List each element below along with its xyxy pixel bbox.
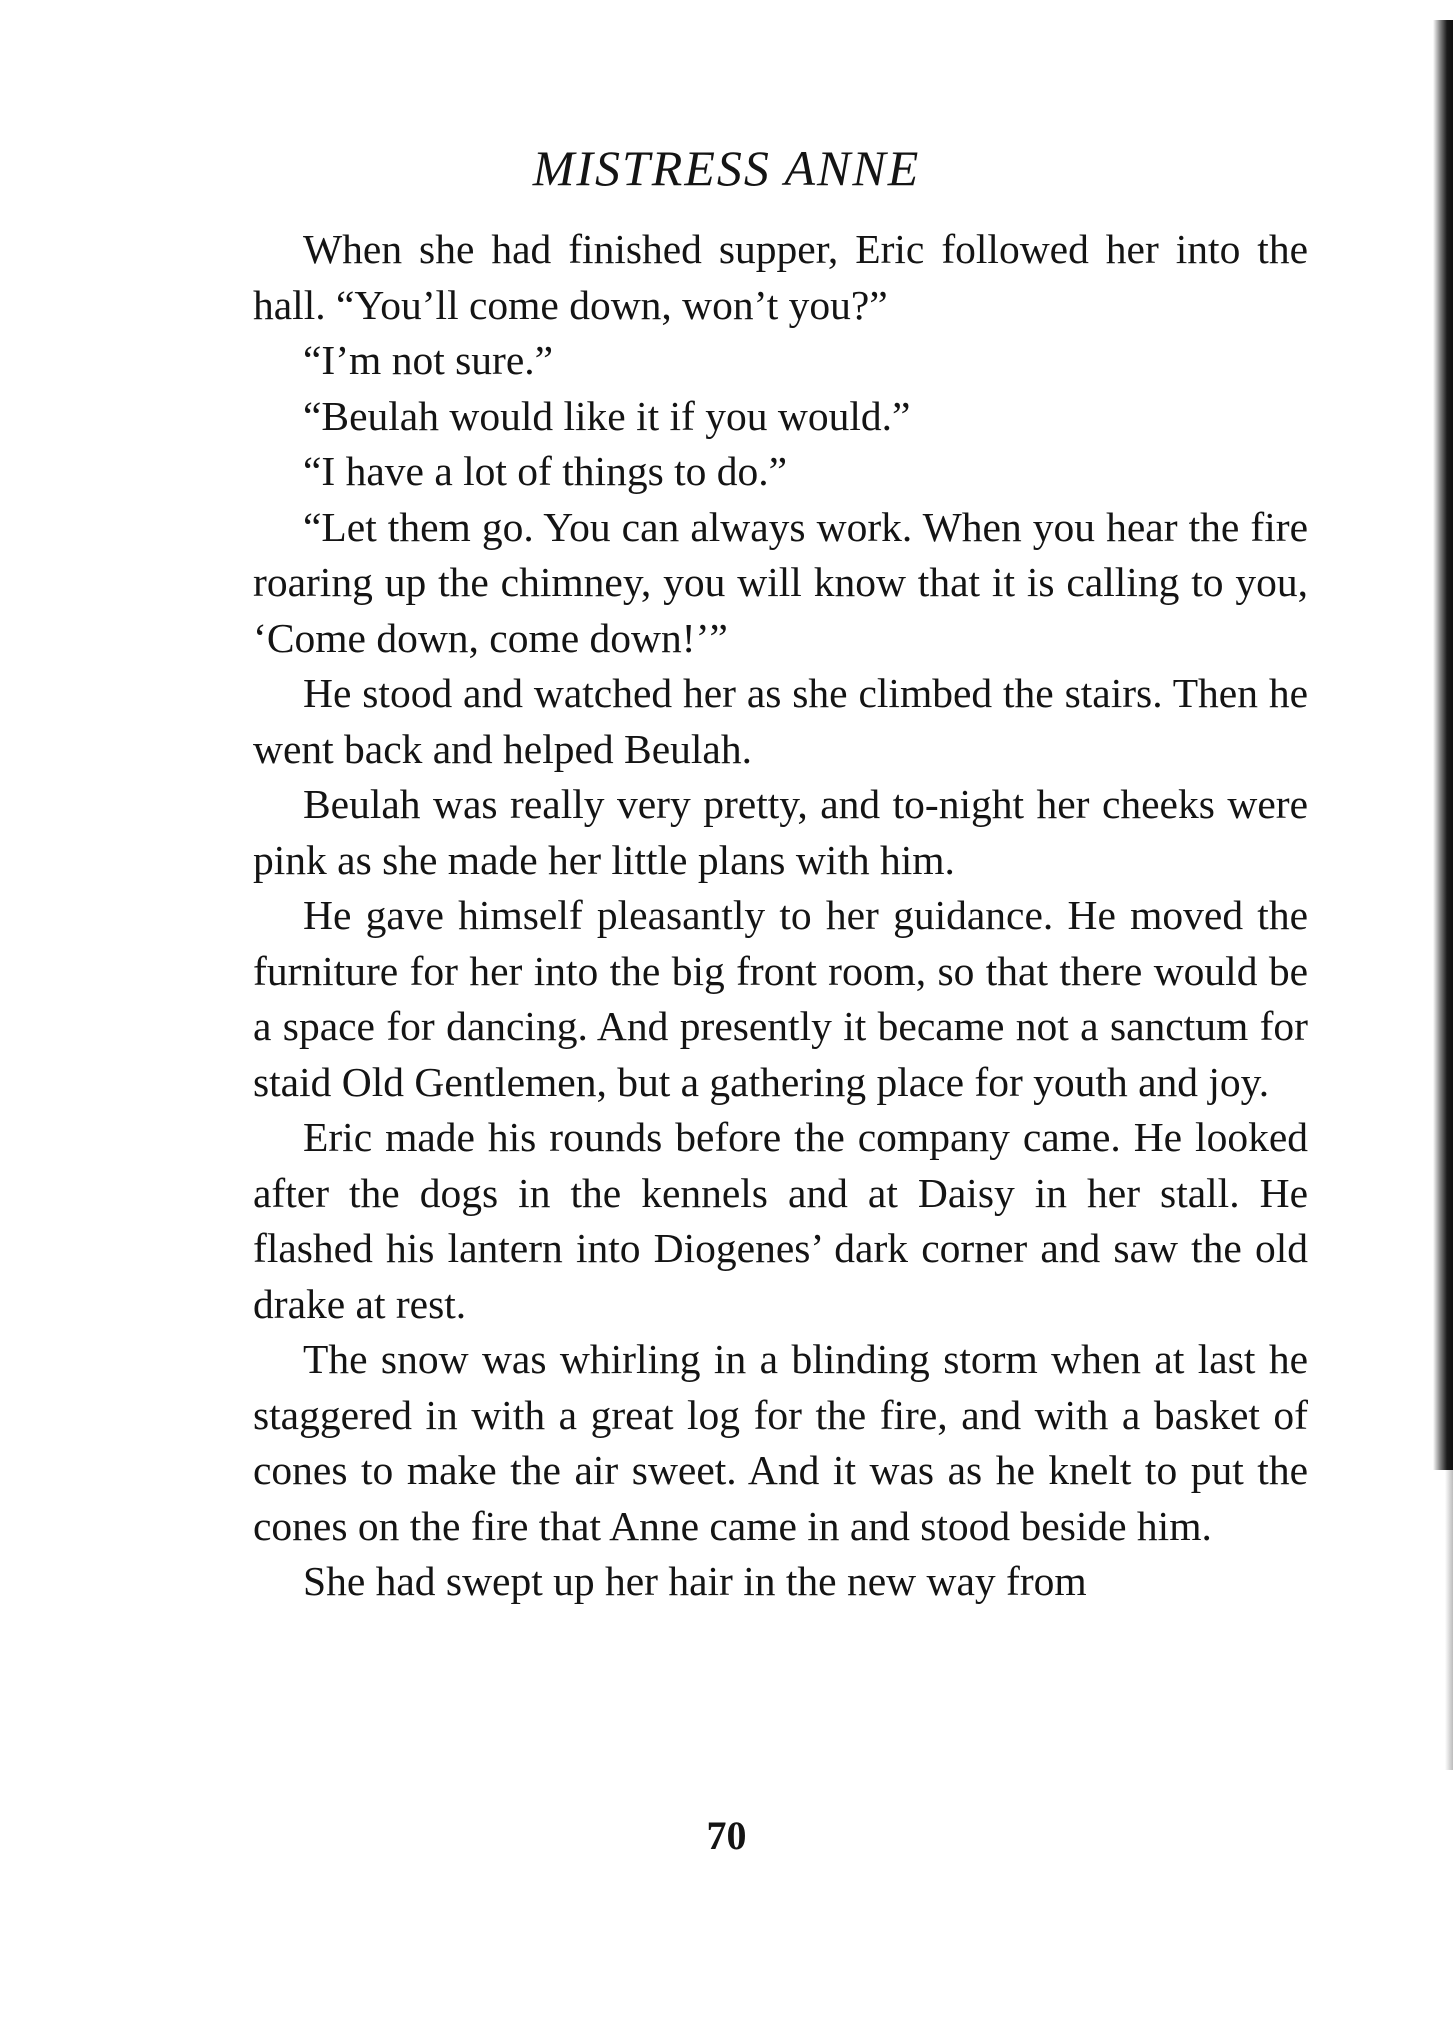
running-head: MISTRESS ANNE <box>532 140 921 196</box>
paragraph-5: “Let them go. You can always work. When you hear the fire roaring up the chimney, you will know that it is calling to you, ‘Come down, come down!’” <box>253 503 1308 661</box>
page-number: 70 <box>706 1813 747 1858</box>
body-text <box>253 222 1308 1610</box>
binding-shadow <box>1433 20 1453 1470</box>
paragraph-6: He stood and watched her as she climbed the stairs. Then he went back and helped Beulah. <box>253 670 1308 772</box>
paragraph-4: “I have a lot of things to do.” <box>303 448 788 494</box>
binding-shadow-lower <box>1445 1470 1453 1770</box>
paragraph-9: Eric made his rounds before the company came. He looked after the dogs in the kennels and at Daisy in her stall. He flashed his lantern into Diogenes’ dark corner and saw the old drake at rest. <box>253 1114 1308 1327</box>
paragraph-8: He gave himself pleasantly to her guidance. He moved the furniture for her into the big front room, so that there would be a space for dancing. And presently it became not a sanctum for staid Old Gentlemen, but a gathering place for youth and joy. <box>253 892 1308 1105</box>
paragraph-1: When she had finished supper, Eric followed her into the hall. “You’ll come down, won’t you?” <box>253 226 1308 328</box>
paragraph-7: Beulah was really very pretty, and to-night her cheeks were pink as she made her little plans with him. <box>253 781 1308 883</box>
paragraph-2: “I’m not sure.” <box>303 337 554 383</box>
paragraph-10: The snow was whirling in a blinding storm when at last he staggered in with a great log for the fire, and with a basket of cones to make the air sweet. And it was as he knelt to put the cones on the fire that Anne came in and stood beside him. <box>253 1336 1308 1549</box>
paragraph-3: “Beulah would like it if you would.” <box>303 392 911 439</box>
paragraph-11: She had swept up her hair in the new way from <box>303 1558 1087 1604</box>
